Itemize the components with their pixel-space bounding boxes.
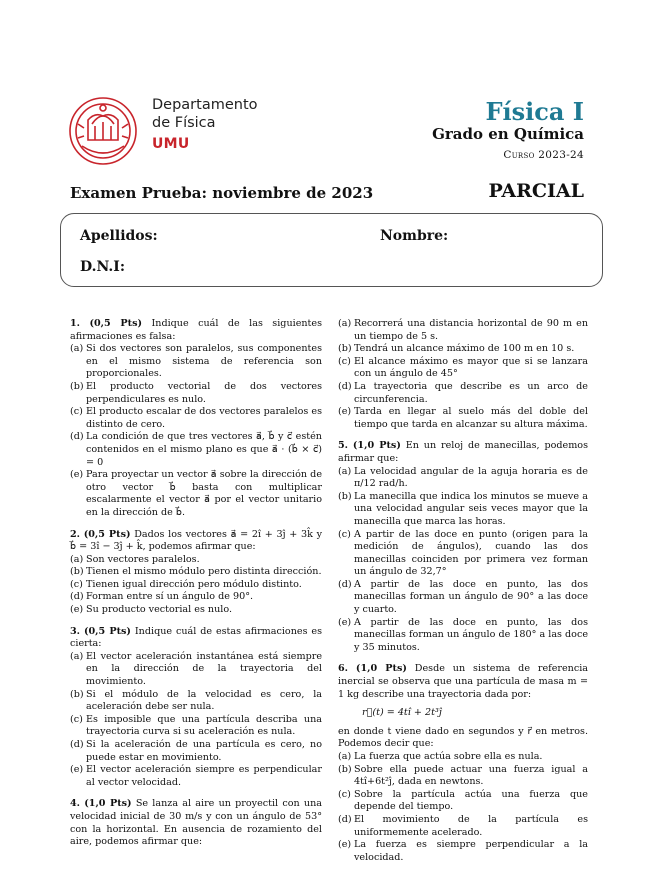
option-label: (b) bbox=[70, 688, 84, 700]
degree-name: Grado en Química bbox=[432, 125, 584, 143]
course-title: Física I bbox=[485, 97, 584, 126]
option-label: (e) bbox=[338, 839, 352, 851]
option-b bbox=[338, 343, 588, 356]
option-text: La condición de que tres vectores a⃗, b⃗ y c⃗ estén contenidos en el mismo plano es que a⃗ · (b⃗ × c⃗) = 0 bbox=[86, 431, 322, 468]
question-stem: En un reloj de manecillas, podemos afirmar que: bbox=[338, 440, 588, 464]
option-label: (c) bbox=[338, 788, 351, 800]
option-label: (d) bbox=[70, 739, 84, 750]
option-text: Tienen el mismo módulo pero distinta dirección. bbox=[86, 566, 322, 578]
option-text: El vector aceleración instantánea está siempre en la dirección de la trayectoria del movimiento. bbox=[86, 650, 322, 688]
option-text: El producto vectorial de dos vectores perpendiculares es nulo. bbox=[86, 380, 322, 405]
id-label: D.N.I: bbox=[80, 259, 126, 275]
option-d bbox=[70, 591, 322, 604]
department-name-line2: de Física bbox=[152, 115, 216, 131]
option-text: Para proyectar un vector a⃗ sobre la dirección de otro vector b⃗ basta con multiplicar escalarmente el vector a⃗ por el vector unitario en la dirección de b⃗. bbox=[86, 469, 322, 518]
question-4 bbox=[70, 798, 322, 848]
option-b bbox=[338, 764, 588, 789]
option-label: (b) bbox=[338, 763, 352, 775]
option-label: (b) bbox=[70, 380, 84, 392]
option-d bbox=[70, 431, 322, 469]
option-label: (c) bbox=[70, 406, 83, 418]
exam-type: PARCIAL bbox=[488, 180, 584, 202]
option-text: Sobre ella puede actuar una fuerza igual a 4tî+6t²ĵ, dada en newtons. bbox=[354, 763, 588, 788]
question-stem: Desde un sistema de referencia inercial se observa que una partícula de masa m = 1 kg describe una trayectoria dada por: bbox=[338, 663, 588, 700]
option-text: El producto escalar de dos vectores paralelos es distinto de cero. bbox=[86, 406, 322, 430]
option-e bbox=[70, 604, 322, 617]
option-text: Sobre la partícula actúa una fuerza que depende del tiempo. bbox=[354, 788, 588, 813]
option-text: Tienen igual dirección pero módulo distinto. bbox=[86, 578, 302, 590]
option-label: (d) bbox=[338, 578, 352, 590]
option-label: (a) bbox=[338, 751, 352, 762]
option-c bbox=[70, 406, 322, 431]
option-label: (c) bbox=[338, 528, 351, 540]
option-label: (a) bbox=[338, 318, 352, 329]
question-number: 1. bbox=[70, 318, 81, 329]
option-text: La manecilla que indica los minutos se mueve a una velocidad angular seis veces mayor que la manecilla que marca las horas. bbox=[354, 490, 588, 527]
option-a bbox=[70, 343, 322, 381]
question-3 bbox=[70, 626, 322, 790]
question-1 bbox=[70, 318, 322, 520]
option-d bbox=[338, 814, 588, 839]
option-text: Forman entre sí un ángulo de 90°. bbox=[86, 591, 254, 603]
option-label: (e) bbox=[70, 764, 84, 776]
option-e bbox=[338, 406, 588, 431]
question-number: 3. bbox=[70, 625, 81, 637]
option-b bbox=[70, 381, 322, 406]
question-number: 6. bbox=[338, 663, 349, 675]
option-text: Si la aceleración de una partícula es cero, no puede estar en movimiento. bbox=[86, 739, 322, 763]
option-label: (d) bbox=[338, 380, 352, 392]
option-e bbox=[70, 469, 322, 519]
option-b bbox=[70, 689, 322, 714]
option-text: El movimiento de la partícula es uniformemente acelerado. bbox=[354, 813, 588, 838]
option-text: A partir de las doce en punto, las dos manecillas forman un ángulo de 180° a las doce y 35 minutos. bbox=[354, 616, 588, 653]
option-label: (b) bbox=[70, 566, 84, 578]
option-a bbox=[70, 651, 322, 689]
option-label: (d) bbox=[70, 591, 84, 603]
question-points: (0,5 Pts) bbox=[83, 625, 131, 637]
question-number: 2. bbox=[70, 528, 81, 540]
option-text: La trayectoria que describe es un arco de circunferencia. bbox=[354, 380, 588, 405]
option-label: (c) bbox=[70, 713, 83, 725]
question-continuation: en donde t viene dado en segundos y r⃗ en metros. Podemos decir que: bbox=[338, 725, 588, 750]
question-stem: Se lanza al aire un proyectil con una velocidad inicial de 30 m/s y con un ángulo de 53° con la horizontal. En ausencia de rozamiento del aire, podemos afirmar que: bbox=[70, 798, 322, 848]
option-text: La velocidad angular de la aguja horaria es de π/12 rad/h. bbox=[354, 465, 588, 490]
option-text: Su producto vectorial es nulo. bbox=[86, 604, 233, 616]
option-e bbox=[338, 839, 588, 864]
surname-label: Apellidos: bbox=[80, 228, 158, 244]
course-year: Curso 2023-24 bbox=[503, 149, 584, 161]
option-list bbox=[70, 343, 322, 519]
option-a bbox=[338, 318, 588, 343]
option-label: (e) bbox=[70, 469, 84, 481]
option-label: (d) bbox=[338, 813, 352, 825]
option-label: (a) bbox=[70, 553, 84, 565]
option-text: Si el módulo de la velocidad es cero, la aceleración debe ser nula. bbox=[86, 688, 322, 713]
option-list bbox=[70, 554, 322, 617]
university-acronym: UMU bbox=[152, 136, 190, 152]
option-label: (e) bbox=[70, 604, 84, 616]
option-list bbox=[70, 651, 322, 790]
option-label: (b) bbox=[338, 490, 352, 502]
option-c bbox=[70, 714, 322, 739]
question-number: 5. bbox=[338, 440, 349, 452]
question-points: (0,5 Pts) bbox=[83, 528, 131, 540]
option-label: (c) bbox=[338, 355, 351, 367]
exam-title: Examen Prueba: noviembre de 2023 bbox=[70, 184, 374, 202]
option-text: Recorrerá una distancia horizontal de 90 m en un tiempo de 5 s. bbox=[354, 318, 588, 342]
option-e bbox=[70, 764, 322, 789]
option-c bbox=[70, 579, 322, 592]
option-a bbox=[338, 751, 588, 764]
option-text: Tendrá un alcance máximo de 100 m en 10 s. bbox=[354, 343, 575, 355]
left-column bbox=[70, 318, 322, 858]
option-text: A partir de las doce en punto, las dos manecillas forman un ángulo de 90° a las doce y cuarto. bbox=[354, 578, 588, 616]
option-text: Tarda en llegar al suelo más del doble del tiempo que tarda en alcanzar su altura máxima. bbox=[354, 406, 588, 430]
option-label: (e) bbox=[338, 406, 352, 418]
option-label: (e) bbox=[338, 616, 352, 628]
option-c bbox=[338, 529, 588, 579]
question-number: 4. bbox=[70, 798, 81, 810]
question-2 bbox=[70, 529, 322, 617]
question-points: (1,0 Pts) bbox=[355, 663, 407, 675]
option-list bbox=[338, 466, 588, 655]
option-b bbox=[70, 566, 322, 579]
option-text: El vector aceleración siempre es perpendicular al vector velocidad. bbox=[86, 764, 322, 788]
option-label: (a) bbox=[70, 650, 84, 662]
option-d bbox=[70, 739, 322, 764]
question-points: (1,0 Pts) bbox=[84, 798, 132, 810]
question-points: (1,0 Pts) bbox=[352, 440, 401, 452]
university-seal-logo bbox=[68, 94, 138, 168]
question-points: (0,5 Pts) bbox=[89, 318, 143, 329]
option-text: La fuerza que actúa sobre ella es nula. bbox=[354, 751, 543, 762]
option-text: Es imposible que una partícula describa una trayectoria curva si su aceleración es nula. bbox=[86, 713, 322, 738]
option-a bbox=[338, 466, 588, 491]
option-c bbox=[338, 356, 588, 381]
option-text: Si dos vectores son paralelos, sus componentes en el mismo sistema de referencia son proporcionales. bbox=[86, 343, 322, 380]
option-text: La fuerza es siempre perpendicular a la velocidad. bbox=[354, 839, 588, 863]
option-a bbox=[70, 554, 322, 567]
option-label: (a) bbox=[338, 465, 352, 477]
option-label: (d) bbox=[70, 431, 84, 443]
question-4-options bbox=[338, 318, 588, 431]
question-6 bbox=[338, 663, 588, 864]
right-column bbox=[338, 318, 588, 873]
name-label: Nombre: bbox=[380, 228, 449, 244]
option-c bbox=[338, 789, 588, 814]
question-5 bbox=[338, 440, 588, 654]
option-label: (b) bbox=[338, 343, 352, 355]
option-d bbox=[338, 381, 588, 406]
option-text: Son vectores paralelos. bbox=[86, 553, 200, 565]
trajectory-formula: r⃗(t) = 4tî + 2t³ĵ bbox=[362, 707, 442, 719]
option-list bbox=[338, 751, 588, 864]
option-text: El alcance máximo es mayor que si se lanzara con un ángulo de 45° bbox=[354, 355, 588, 380]
option-label: (a) bbox=[70, 343, 84, 355]
option-text: A partir de las doce en punto (origen para la medición de ángulos), cuando las dos manecillas coinciden por primera vez forman un ángulo de 32,7° bbox=[354, 528, 588, 578]
option-e bbox=[338, 617, 588, 655]
option-list bbox=[338, 318, 588, 431]
student-info-box bbox=[60, 213, 603, 287]
question-stem: Dados los vectores a⃗ = 2î + 3ĵ + 3k̂ y b⃗ = 3î − 3ĵ + k̂, podemos afirmar que: bbox=[70, 528, 322, 553]
option-b bbox=[338, 491, 588, 529]
department-name-line1: Departamento bbox=[152, 97, 258, 113]
option-label: (c) bbox=[70, 578, 83, 590]
question-stem: Indique cuál de las siguientes afirmaciones es falsa: bbox=[70, 318, 323, 342]
question-stem: Indique cuál de estas afirmaciones es cierta: bbox=[70, 625, 322, 650]
option-d bbox=[338, 579, 588, 617]
